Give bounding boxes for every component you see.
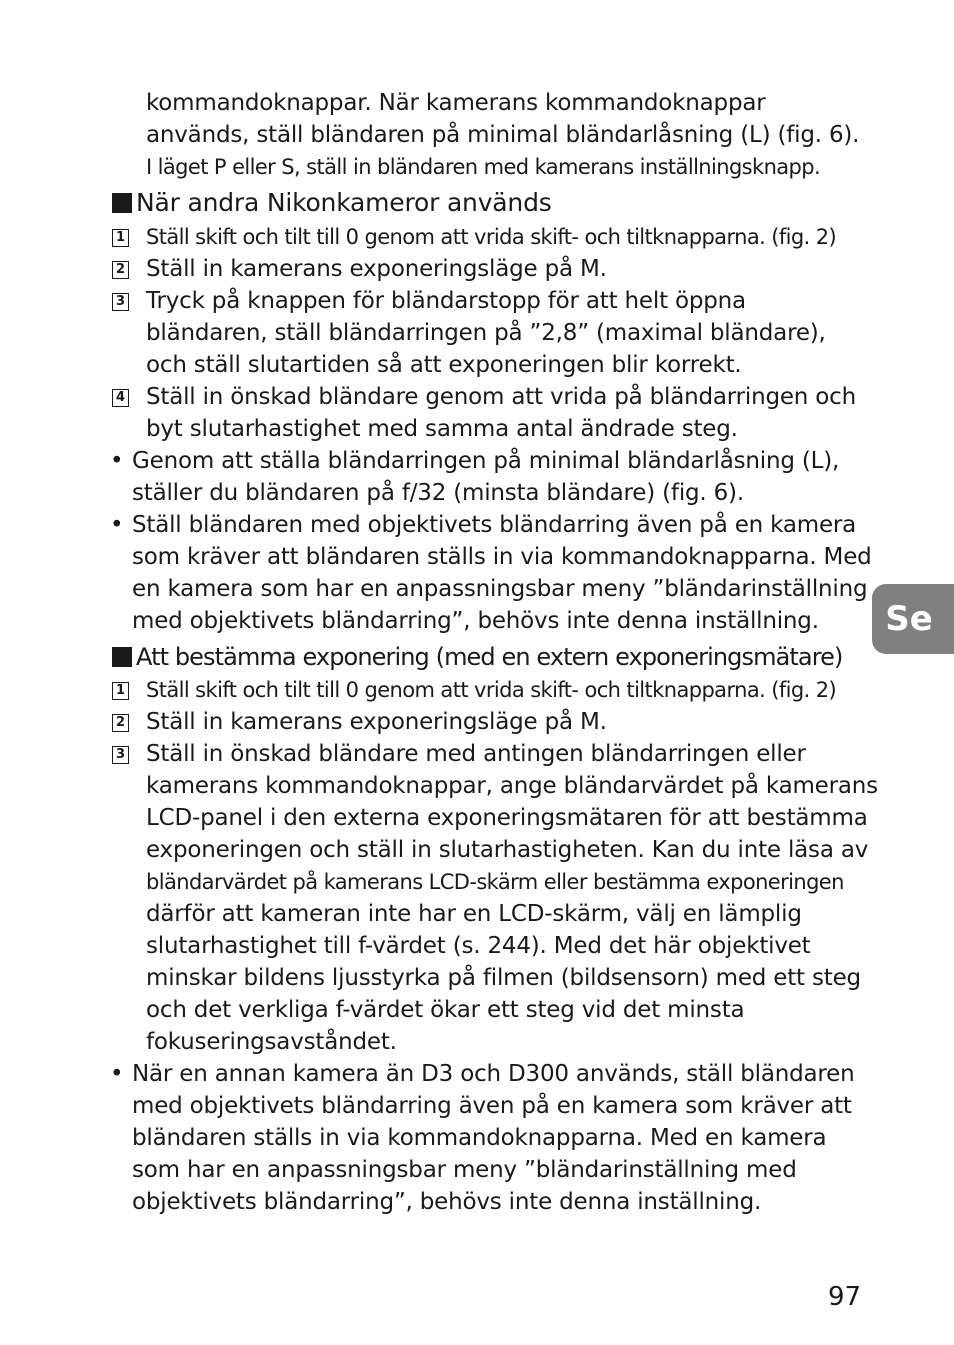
- step-number: 1: [112, 682, 129, 700]
- text-line: med objektivets bländarring”, behövs inte denna inställning.: [132, 608, 819, 634]
- text-line: Ställ in önskad bländare genom att vrida på bländarringen och: [146, 384, 856, 410]
- step-number: 3: [112, 746, 129, 764]
- text-line: kamerans kommandoknappar, ange bländarvärdet på kamerans: [146, 773, 878, 799]
- bullet-icon: •: [110, 512, 124, 538]
- text-line: med objektivets bländarring även på en kamera som kräver att: [132, 1093, 852, 1119]
- text-line: byt slutarhastighet med samma antal ändrade steg.: [146, 416, 738, 442]
- step-number: 1: [112, 229, 129, 247]
- step-number: 2: [112, 261, 129, 279]
- text-line: bländaren, ställ bländarringen på ”2,8” (maximal bländare),: [146, 320, 826, 346]
- text-line: och det verkliga f-värdet ökar ett steg vid det minsta: [146, 997, 745, 1023]
- language-tab: Se: [872, 584, 954, 654]
- bullet-icon: •: [110, 448, 124, 474]
- text-line: som har en anpassningsbar meny ”bländarinställning med: [132, 1157, 797, 1183]
- step-number: 3: [112, 293, 129, 311]
- text-line: LCD-panel i den externa exponeringsmätaren för att bestämma: [146, 805, 868, 831]
- text-line: När en annan kamera än D3 och D300 används, ställ bländaren: [132, 1061, 855, 1087]
- text-line: ställer du bländaren på f/32 (minsta bländare) (fig. 6).: [132, 480, 744, 506]
- section-heading-text: Att bestämma exponering (med en extern exponeringsmätare): [136, 643, 843, 671]
- text-line: Ställ skift och tilt till 0 genom att vrida skift- och tiltknapparna. (fig. 2): [146, 678, 837, 702]
- text-line: Ställ in kamerans exponeringsläge på M.: [146, 709, 607, 735]
- text-line: objektivets bländarring”, behövs inte denna inställning.: [132, 1189, 762, 1215]
- text-line: exponeringen och ställ in slutarhastigheten. Kan du inte läsa av: [146, 837, 869, 863]
- text-line: fokuseringsavståndet.: [146, 1029, 397, 1055]
- text-line: bländaren ställs in via kommandoknapparna. Med en kamera: [132, 1125, 827, 1151]
- text-line: Ställ in kamerans exponeringsläge på M.: [146, 256, 607, 282]
- text-line: I läget P eller S, ställ in bländaren med kamerans inställningsknapp.: [146, 155, 821, 179]
- text-line: Genom att ställa bländarringen på minimal bländarlåsning (L),: [132, 448, 840, 474]
- text-line: Tryck på knappen för bländarstopp för att helt öppna: [146, 288, 746, 314]
- page-number: 97: [828, 1282, 862, 1312]
- text-line: Ställ in önskad bländare med antingen bländarringen eller: [146, 741, 806, 767]
- section-heading-text: När andra Nikonkameror används: [136, 188, 552, 217]
- square-bullet-icon: [112, 647, 132, 667]
- step-number: 2: [112, 714, 129, 732]
- text-line: och ställ slutartiden så att exponeringen blir korrekt.: [146, 352, 742, 378]
- step-number: 4: [112, 389, 129, 407]
- text-line: Ställ bländaren med objektivets bländarring även på en kamera: [132, 512, 857, 538]
- bullet-icon: •: [110, 1061, 124, 1087]
- text-line: används, ställ bländaren på minimal bländarlåsning (L) (fig. 6).: [146, 122, 860, 148]
- text-line: kommandoknappar. När kamerans kommandoknappar: [146, 90, 766, 116]
- section-heading: [112, 186, 552, 220]
- text-line: som kräver att bländaren ställs in via kommandoknapparna. Med: [132, 544, 872, 570]
- square-bullet-icon: [112, 193, 132, 213]
- text-line: bländarvärdet på kamerans LCD-skärm eller bestämma exponeringen: [146, 870, 844, 894]
- text-line: Ställ skift och tilt till 0 genom att vrida skift- och tiltknapparna. (fig. 2): [146, 225, 837, 249]
- section-heading: [112, 640, 843, 674]
- text-line: minskar bildens ljusstyrka på filmen (bildsensorn) med ett steg: [146, 965, 861, 991]
- text-line: en kamera som har en anpassningsbar meny ”bländarinställning: [132, 576, 868, 602]
- text-line: slutarhastighet till f-värdet (s. 244). Med det här objektivet: [146, 933, 811, 959]
- text-line: därför att kameran inte har en LCD-skärm, välj en lämplig: [146, 901, 802, 927]
